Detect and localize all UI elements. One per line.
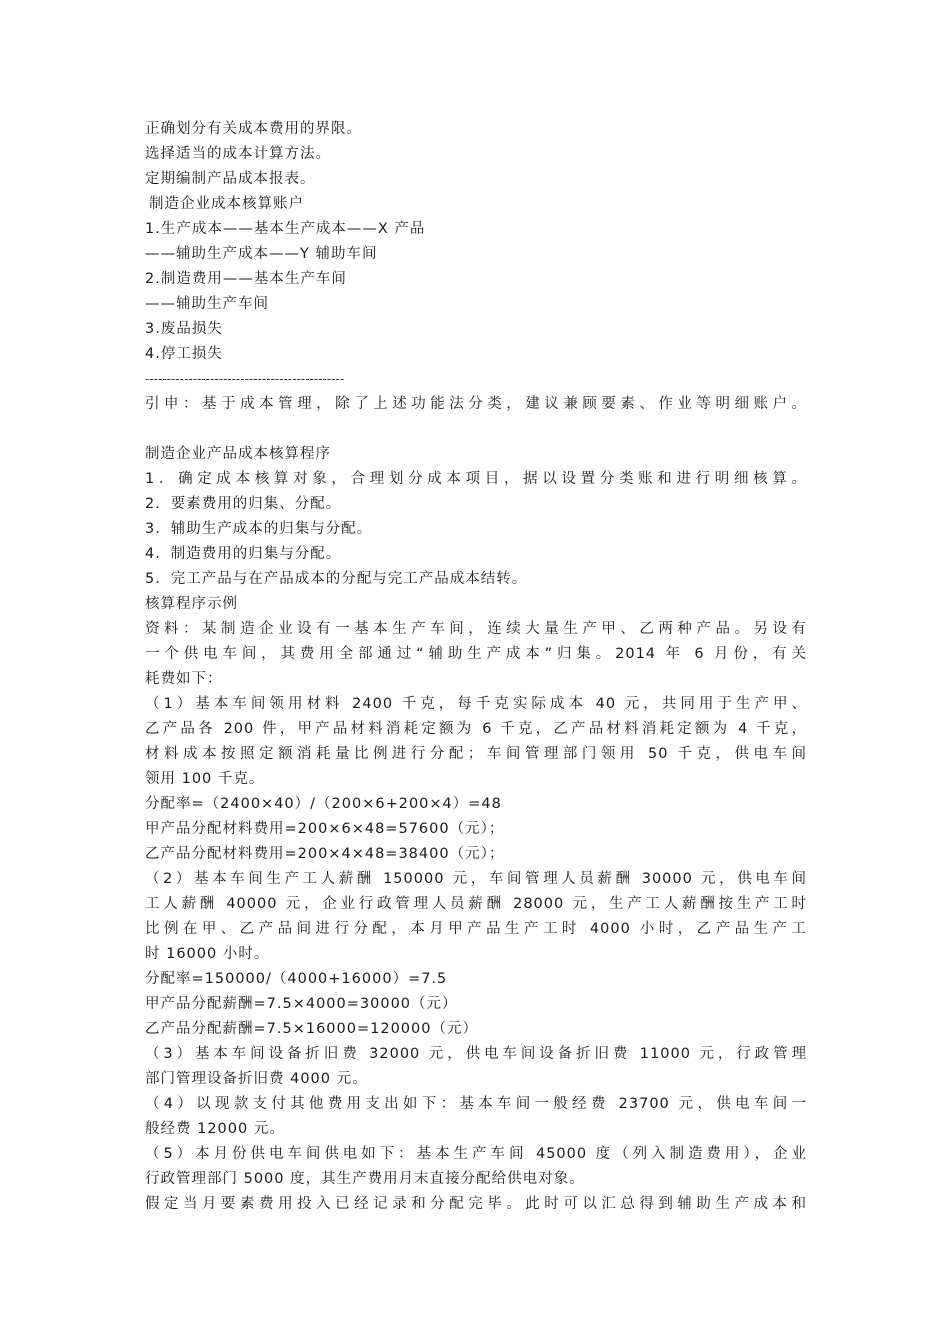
text-line: 部门管理设备折旧费 4000 元。 [145,1071,368,1087]
text-line: （3）基本车间设备折旧费 32000 元，供电车间设备折旧费 11000 元，行政管理 [145,1046,807,1062]
text-line: 1．确定成本核算对象，合理划分成本项目，据以设置分类账和进行明细核算。 [145,471,807,487]
text-line: 乙产品各 200 件，甲产品材料消耗定额为 6 千克，乙产品材料消耗定额为 4 千克， [145,721,807,737]
text-line: 行政管理部门 5000 度，其生产费用月末直接分配给供电对象。 [145,1171,585,1187]
text-line: （4）以现款支付其他费用支出如下：基本车间一般经费 23700 元，供电车间一 [145,1096,807,1112]
formula-line: 乙产品分配薪酬=7.5×16000=120000（元） [145,1021,478,1037]
formula-line: 甲产品分配薪酬=7.5×4000=30000（元） [145,996,458,1012]
text-line: 1.生产成本——基本生产成本——X 产品 [145,221,426,237]
section-heading: 制造企业产品成本核算程序 [145,446,331,462]
text-line: 时 16000 小时。 [145,946,270,962]
text-line: 材料成本按照定额消耗量比例进行分配；车间管理部门领用 50 千克，供电车间 [145,746,807,762]
text-line: 3.废品损失 [145,321,223,337]
text-line: 2．要素费用的归集、分配。 [145,496,342,512]
text-line: 定期编制产品成本报表。 [145,171,316,187]
text-line: 般经费 12000 元。 [145,1121,285,1137]
text-line: 5．完工产品与在产品成本的分配与完工产品成本结转。 [145,571,528,587]
formula-line: 甲产品分配材料费用=200×6×48=57600（元）； [145,821,505,837]
text-line: 资料：某制造企业设有一基本生产车间，连续大量生产甲、乙两种产品。另设有 [145,621,807,637]
text-line: ——辅助生产车间 [145,296,269,312]
text-line: （2）基本车间生产工人薪酬 150000 元，车间管理人员薪酬 30000 元，供电车间 [145,871,807,887]
text-line: 工人薪酬 40000 元，企业行政管理人员薪酬 28000 元，生产工人薪酬按生产工时 [145,896,807,912]
divider-line: ---------------------------------------------- [145,372,345,386]
text-line: 3．辅助生产成本的归集与分配。 [145,521,373,537]
text-line: （5）本月份供电车间供电如下：基本生产车间 45000 度（列入制造费用），企业 [145,1146,807,1162]
text-line: （1）基本车间领用材料 2400 千克，每千克实际成本 40 元，共同用于生产甲、 [145,696,807,712]
text-line: 假定当月要素费用投入已经记录和分配完毕。此时可以汇总得到辅助生产成本和 [145,1196,807,1212]
text-line: 引申：基于成本管理，除了上述功能法分类，建议兼顾要素、作业等明细账户。 [145,396,807,412]
text-line: 4．制造费用的归集与分配。 [145,546,342,562]
formula-line: 乙产品分配材料费用=200×4×48=38400（元）； [145,846,505,862]
text-line: 比例在甲、乙产品间进行分配，本月甲产品生产工时 4000 小时，乙产品生产工 [145,921,807,937]
text-line: 4.停工损失 [145,346,223,362]
section-heading: 核算程序示例 [145,596,238,612]
text-line: 领用 100 千克。 [145,771,265,787]
text-line: ——辅助生产成本——Y 辅助车间 [145,246,378,262]
text-line: 2.制造费用——基本生产车间 [145,271,347,287]
text-line: 正确划分有关成本费用的界限。 [145,121,362,137]
formula-line: 分配率=150000/（4000+16000）=7.5 [145,971,448,987]
document-page [145,117,807,1217]
text-line: 耗费如下： [145,671,223,687]
formula-line: 分配率=（2400×40）/（200×6+200×4）=48 [145,796,502,812]
text-line: 选择适当的成本计算方法。 [145,146,331,162]
text-line: 一个供电车间，其费用全部通过“辅助生产成本”归集。2014 年 6 月份，有关 [145,646,807,662]
blank-line [145,417,807,442]
section-heading: 制造企业成本核算账户 [149,196,304,212]
